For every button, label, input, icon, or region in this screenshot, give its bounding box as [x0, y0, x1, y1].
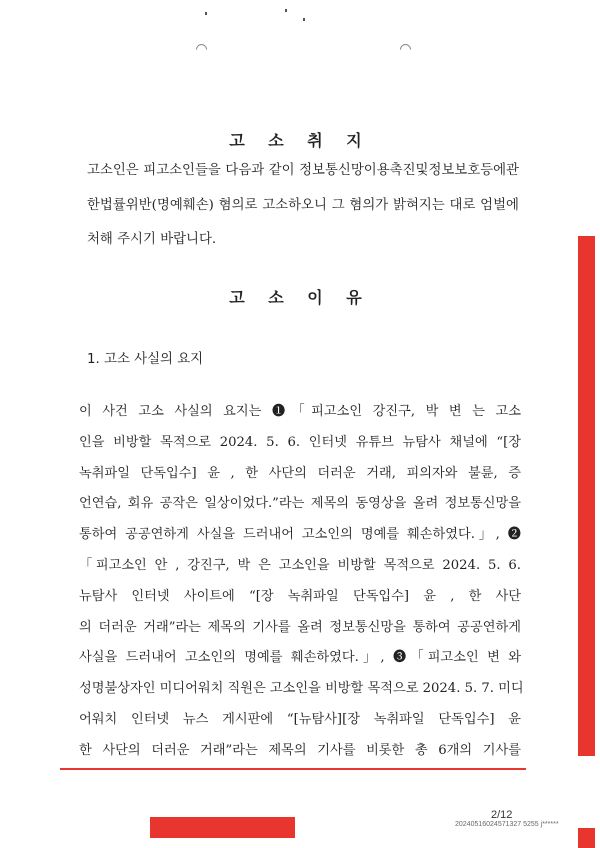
body-line: 이 사건 고소 사실의 요지는 ❶「피고소인 강진구, 박 변 는 고소	[79, 404, 521, 419]
body-line: 성명불상자인 미디어워치 직원은 고소인을 비방할 목적으로 2024. 5. 7. 미디	[79, 681, 524, 697]
scan-speck	[205, 12, 207, 15]
body-line: 의 더러운 거래”라는 제목의 기사를 올려 정보통신망을 통하여 공공연하게	[79, 619, 521, 635]
section-heading-summary: 1. 고소 사실의 요지	[87, 352, 204, 367]
red-corner-bar	[578, 828, 595, 848]
intent-line: 한법률위반(명예훼손) 혐의로 고소하오니 그 혐의가 밝혀지는 대로 엄벌에	[87, 197, 519, 213]
body-line: 「피고소인 안 , 강진구, 박 은 고소인을 비방할 목적으로 2024. 5. 6.	[79, 557, 521, 573]
body-line: 어워치 인터넷 뉴스 게시판에 “[뉴탐사][장 녹취파일 단독입수] 윤	[79, 711, 521, 727]
page-number: 2/12	[491, 809, 513, 821]
heading-complaint-intent: 고 소 취 지	[229, 131, 371, 150]
body-line: 통하여 공공연하게 사실을 드러내어 고소인의 명예를 훼손하였다.」, ❷	[79, 527, 521, 543]
body-line: 인을 비방할 목적으로 2024. 5. 6. 인터넷 유튜브 뉴탐사 채널에 “[장	[79, 434, 521, 450]
red-underline	[60, 768, 526, 770]
intent-paragraph	[87, 154, 519, 258]
scan-speck	[303, 18, 305, 21]
scan-speck	[285, 9, 287, 12]
punch-hole-icon	[398, 42, 414, 58]
body-line: 녹취파일 단독입수] 윤 , 한 사단의 더러운 거래, 피의자와 불륜, 증	[79, 465, 521, 481]
punch-hole-icon	[194, 42, 210, 58]
body-line: 한 사단의 더러운 거래”라는 제목의 기사를 비롯한 총 6개의 기사를	[79, 742, 521, 758]
body-line: 사실을 드러내어 고소인의 명예를 훼손하였다.」, ❸「피고소인 변 와	[79, 650, 521, 666]
intent-line: 처해 주시기 바랍니다.	[87, 232, 217, 247]
heading-complaint-reason: 고 소 이 유	[229, 288, 371, 307]
body-line: 언연습, 회유 공작은 일상이었다.”라는 제목의 동영상을 올려 정보통신망을	[79, 496, 521, 512]
scan-identifier: 20240516024571327 5255 j******	[455, 821, 559, 828]
body-line: 뉴탐사 인터넷 사이트에 “[장 녹취파일 단독입수] 윤 , 한 사단	[79, 588, 521, 604]
red-margin-bar	[578, 236, 595, 756]
intent-line: 고소인은 피고소인들을 다음과 같이 정보통신망이용촉진및정보보호등에관	[87, 163, 519, 178]
body-paragraph	[79, 397, 524, 767]
red-footer-bar	[150, 817, 295, 838]
